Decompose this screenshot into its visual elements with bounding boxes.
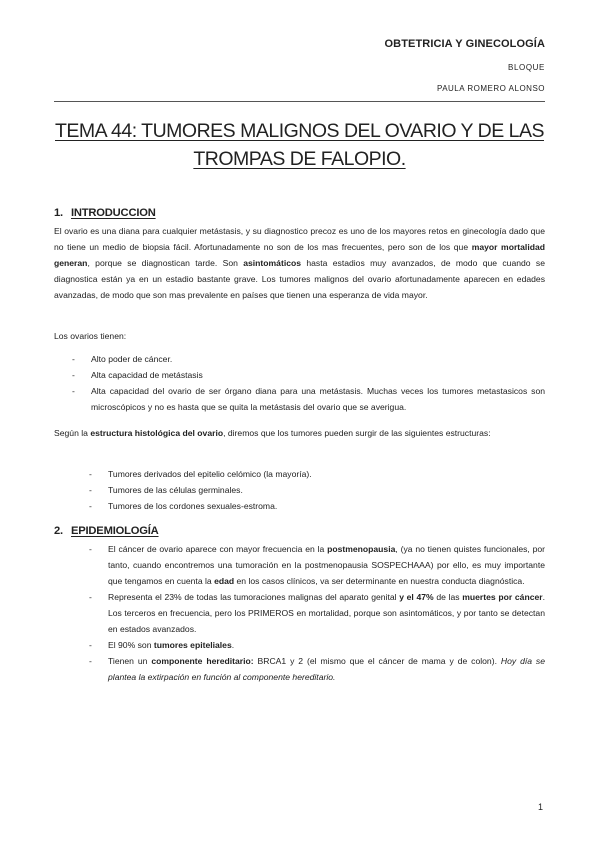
ovaries-intro: Los ovarios tienen: xyxy=(54,331,127,341)
list-item: - Alta capacidad del ovario de ser órgano diana para una metástasis. Muchas veces los tumores metastasicos son microscópicos y no es hasta que se quita la metástasis del ovario que se averigua. xyxy=(91,383,545,415)
list-item: - El 90% son tumores epiteliales. xyxy=(108,637,545,653)
title-line-1: TEMA 44: TUMORES MALIGNOS DEL OVARIO Y DE LAS xyxy=(55,120,544,142)
title-line-2: TROMPAS DE FALOPIO. xyxy=(193,148,406,170)
list-item: - Alto poder de cáncer. xyxy=(91,351,545,367)
header-divider xyxy=(54,101,545,102)
italic-note: Hoy día se plantea la extirpación en función al componente hereditario. xyxy=(108,656,546,682)
list-item: - Tumores de las células germinales. xyxy=(108,482,545,498)
epidemiology-list xyxy=(108,541,545,685)
bold-postmenopause: postmenopausia xyxy=(327,544,396,554)
document-title xyxy=(54,117,545,173)
ovary-features-list xyxy=(91,351,545,415)
bold-47-percent: y el 47% xyxy=(399,592,434,602)
histology-text-2: , diremos que los tumores pueden surgir de las siguientes estructuras: xyxy=(223,428,491,438)
bold-cancer-deaths: muertes por cáncer xyxy=(462,592,543,602)
bold-hereditary: componente hereditario: xyxy=(151,656,254,666)
block-label: BLOQUE xyxy=(508,63,545,72)
section-1-heading xyxy=(54,207,156,219)
histology-paragraph xyxy=(54,425,545,441)
list-item: - Tumores de los cordones sexuales-estroma. xyxy=(108,498,545,514)
intro-text-1: El ovario es una diana para cualquier metástasis, y su diagnostico precoz es uno de los mayores retos en ginecología dado que no tiene un medio de biopsia fácil. Afortunadamente no son de los mas frecuentes, pero son de los que xyxy=(54,226,545,252)
bold-age: edad xyxy=(214,576,235,586)
list-item: - El cáncer de ovario aparece con mayor frecuencia en la postmenopausia, (ya no tienen quistes funcionales, por tanto, cuando encontremos una tumoración en la postmenopausia SOSPECHAAA) por ello, es muy importante que tengamos en cuenta la edad en los casos clínicos, va ser determinante en nuestra conducta diagnóstica. xyxy=(108,541,545,589)
tumor-origin-list xyxy=(108,466,545,514)
intro-paragraph xyxy=(54,223,545,303)
page-number: 1 xyxy=(537,802,543,812)
section-1-number: 1. xyxy=(54,207,63,219)
histology-bold: estructura histológica del ovario xyxy=(90,428,224,438)
section-2-title: EPIDEMIOLOGÍA xyxy=(71,525,159,537)
intro-text-2: , porque se diagnostican tarde. Son xyxy=(87,258,244,268)
list-item: - Tienen un componente hereditario: BRCA1 y 2 (el mismo que el cáncer de mama y de colon). Hoy día se plantea la extirpación en función al componente hereditario. xyxy=(108,653,545,685)
list-item: - Representa el 23% de todas las tumoraciones malignas del aparato genital y el 47% de las muertes por cáncer. Los terceros en frecuencia, pero los PRIMEROS en mortalidad, porque son asintomáticos, y por tanto se detectan en estados avanzados. xyxy=(108,589,545,637)
intro-text-3: hasta estadios muy avanzados, de modo que cuando se diagnostica están ya en un estadio bastante grave. Los tumores malignos del ovario afortunadamente aparecen en edades avanzadas, de modo que son mas prevalente en países que tienen una esperanza de vida mayor. xyxy=(54,258,545,300)
intro-bold-asymptomatic: asintomáticos xyxy=(243,258,302,268)
histology-text-1: Según la xyxy=(54,428,91,438)
section-1-title: INTRODUCCION xyxy=(71,207,156,219)
author-name: PAULA ROMERO ALONSO xyxy=(436,84,545,93)
section-2-number: 2. xyxy=(54,525,63,537)
intro-bold-mortality: mayor mortalidad generan xyxy=(54,242,545,268)
list-item: - Tumores derivados del epitelio celómico (la mayoría). xyxy=(108,466,545,482)
list-item: - Alta capacidad de metástasis xyxy=(91,367,545,383)
course-title: OBTETRICIA Y GINECOLOGÍA xyxy=(384,38,545,50)
section-2-heading xyxy=(54,525,159,537)
bold-epithelial-tumors: tumores epiteliales xyxy=(153,640,232,650)
